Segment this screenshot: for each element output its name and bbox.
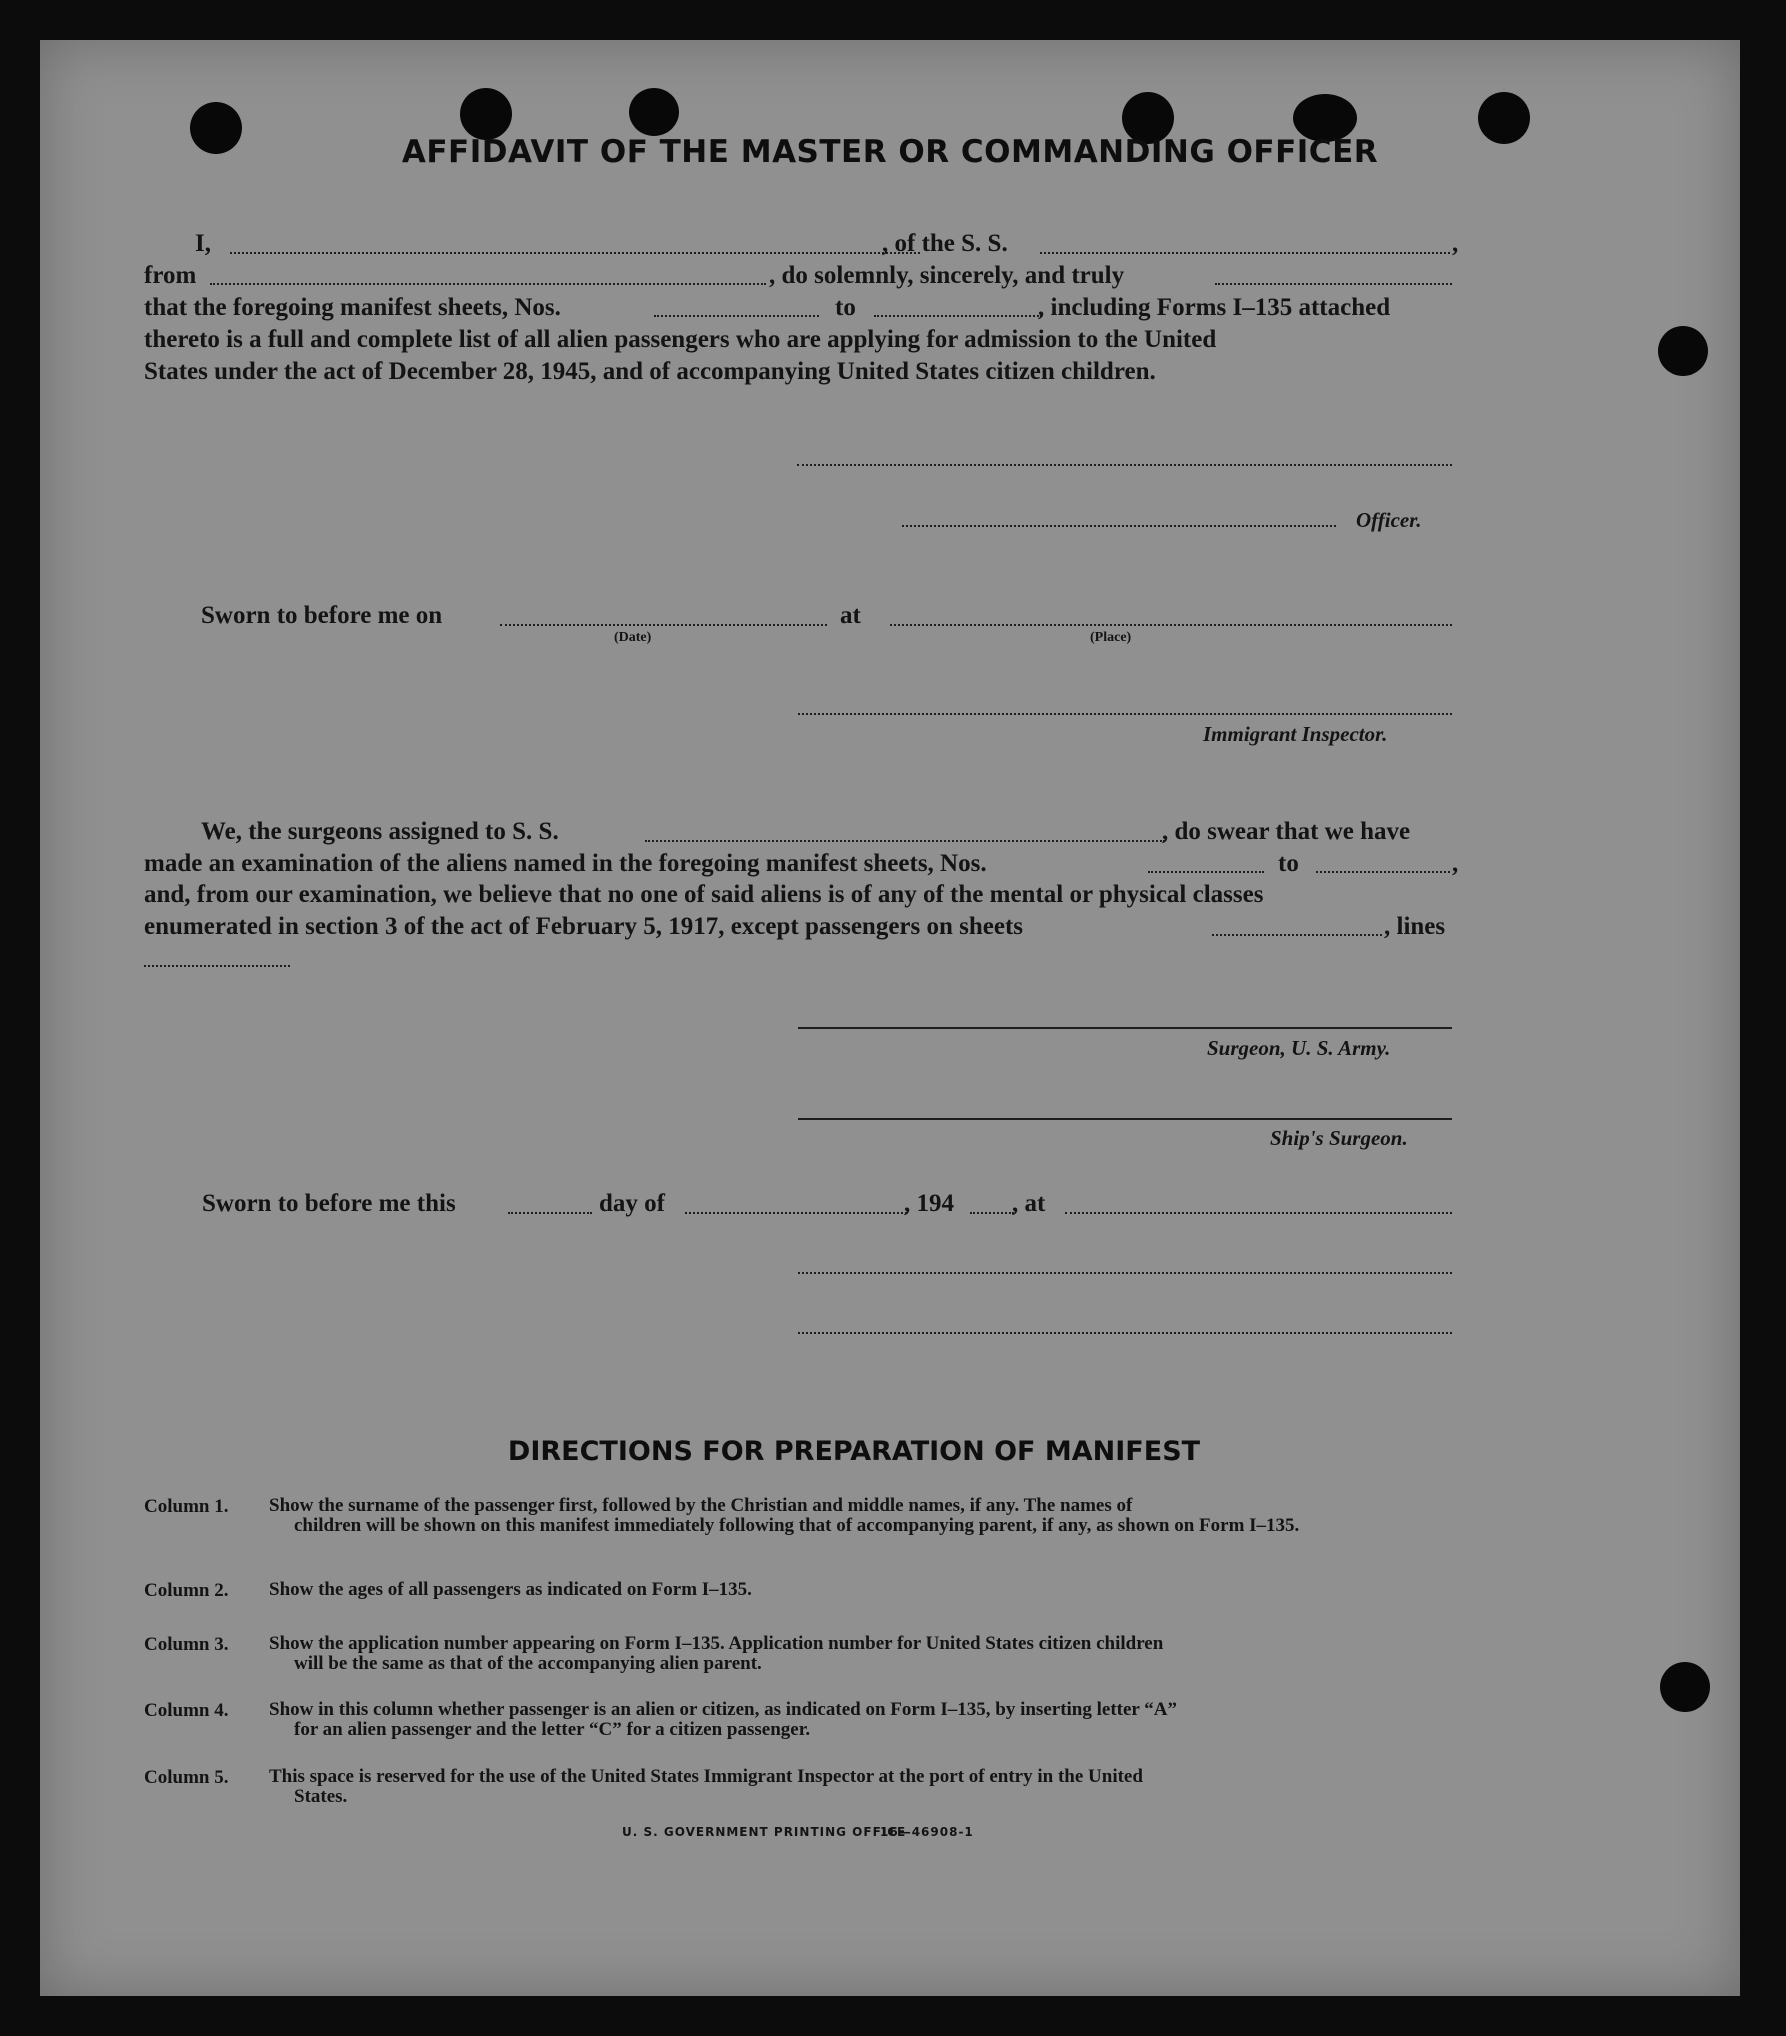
army-surgeon-caption: Surgeon, U. S. Army. [1207,1036,1391,1060]
affidavit-comma: , [1452,230,1459,257]
sworn-at-label: at [840,602,861,629]
affidavit-i-label: I, [195,230,211,257]
column-5-label: Column 5. [144,1767,229,1788]
officer-signature-line-2[interactable] [902,525,1336,527]
column-5-text [269,1767,1454,1807]
sworn-year-field[interactable] [970,1212,1014,1214]
officer-signature-line-1[interactable] [797,464,1452,466]
sworn-this-label: Sworn to before me this [202,1190,456,1217]
surgeons-sheet-to-field[interactable] [1316,871,1450,873]
sworn-at2-label: , at [1012,1190,1046,1217]
surgeons-swear-text: , do swear that we have [1162,818,1411,845]
place-caption: (Place) [1090,630,1132,645]
sworn-signature-line-1[interactable] [798,1272,1452,1274]
column-3-rest: will be the same as that of the accompanying alien parent. [294,1653,762,1674]
sworn-day-of-label: day of [599,1190,665,1217]
affidavit-body-line4: thereto is a full and complete list of all alien passengers who are applying for admission to the United [144,326,1217,353]
column-3-first: Show the application number appearing on Form I–135. Application number for United States citizen children [269,1633,1164,1654]
affidavit-title: AFFIDAVIT OF THE MASTER OR COMMANDING OFFICER [401,134,1379,170]
affidavit-forms-text: , including Forms I–135 attached [1038,294,1391,321]
port-from-field[interactable] [210,283,766,285]
printer-imprint: U. S. GOVERNMENT PRINTING OFFICE [622,1825,907,1839]
ship-surgeon-signature-line[interactable] [798,1118,1452,1120]
directions-title: DIRECTIONS FOR PREPARATION OF MANIFEST [507,1436,1201,1467]
oath-field[interactable] [1215,283,1452,285]
ship-surgeon-caption: Ship's Surgeon. [1270,1126,1408,1150]
officer-caption: Officer. [1356,508,1422,532]
column-2-label: Column 2. [144,1580,229,1601]
master-name-field[interactable] [230,252,920,254]
column-2-first: Show the ages of all passengers as indicated on Form I–135. [269,1579,752,1600]
column-4-rest: for an alien passenger and the letter “C” for a citizen passenger. [294,1719,811,1740]
sworn-year-label: , 194 [904,1190,954,1217]
sheet-from-field[interactable] [654,315,819,317]
date-caption: (Date) [614,630,652,645]
column-1-text [269,1496,1454,1536]
column-4-first: Show in this column whether passenger is an alien or citizen, as indicated on Form I–135, by inserting letter “A” [269,1699,1177,1720]
column-1-label: Column 1. [144,1496,229,1517]
column-5-first: This space is reserved for the use of the United States Immigrant Inspector at the port of entry in the United [269,1766,1143,1787]
surgeons-comma: , [1452,850,1459,877]
affidavit-solemnly-text: , do solemnly, sincerely, and truly [769,262,1125,289]
sworn-date-field[interactable] [500,624,827,626]
surgeons-line2-text: made an examination of the aliens named in the foregoing manifest sheets, Nos. [144,850,987,877]
sworn-signature-line-2[interactable] [798,1332,1452,1334]
column-5-rest: States. [294,1786,348,1807]
sworn-on-label: Sworn to before me on [201,602,443,629]
surgeons-lines-label: , lines [1384,913,1446,940]
inspector-caption: Immigrant Inspector. [1203,722,1388,746]
affidavit-body-line5: States under the act of December 28, 1945, and of accompanying United States citizen children. [144,358,1156,385]
sworn-at-place-field[interactable] [1065,1212,1452,1214]
sworn-place-field[interactable] [890,624,1452,626]
army-surgeon-signature-line[interactable] [798,1027,1452,1029]
punch-hole-8 [1660,1662,1710,1712]
punch-hole-7 [1658,326,1708,376]
exception-sheets-field[interactable] [1212,934,1382,936]
sheet-to-field[interactable] [874,315,1042,317]
sworn-day-field[interactable] [508,1212,592,1214]
surgeons-line3-text: and, from our examination, we believe that no one of said aliens is of any of the mental or physical classes [144,881,1264,908]
ship-name-field[interactable] [1040,252,1450,254]
affidavit-sheets-text: that the foregoing manifest sheets, Nos. [144,294,561,321]
column-4-text [269,1700,1454,1740]
sworn-month-field[interactable] [685,1212,907,1214]
form-code: 16—46908-1 [880,1825,974,1839]
punch-hole-2 [460,88,512,140]
column-1-first: Show the surname of the passenger first, followed by the Christian and middle names, if any. The names of [269,1495,1133,1516]
column-3-text [269,1634,1454,1674]
column-4-label: Column 4. [144,1700,229,1721]
inspector-signature-line[interactable] [798,713,1452,715]
affidavit-to-label: to [835,294,856,321]
manifest-back-page [40,40,1740,1996]
punch-hole-3 [629,88,679,136]
column-3-label: Column 3. [144,1634,229,1655]
column-2-text [269,1580,1454,1600]
column-1-rest: children will be shown on this manifest immediately following that of accompanying parent, if any, as shown on Form I–135. [294,1515,1300,1536]
affidavit-of-ss-label: , of the S. S. [882,230,1008,257]
surgeons-line4-text: enumerated in section 3 of the act of February 5, 1917, except passengers on sheets [144,913,1024,940]
surgeons-ship-field[interactable] [645,840,1165,842]
affidavit-from-label: from [144,262,197,289]
exception-lines-field[interactable] [144,965,290,967]
surgeons-to-label: to [1278,850,1299,877]
surgeons-sheet-from-field[interactable] [1148,871,1264,873]
surgeons-line1-text: We, the surgeons assigned to S. S. [201,818,559,845]
